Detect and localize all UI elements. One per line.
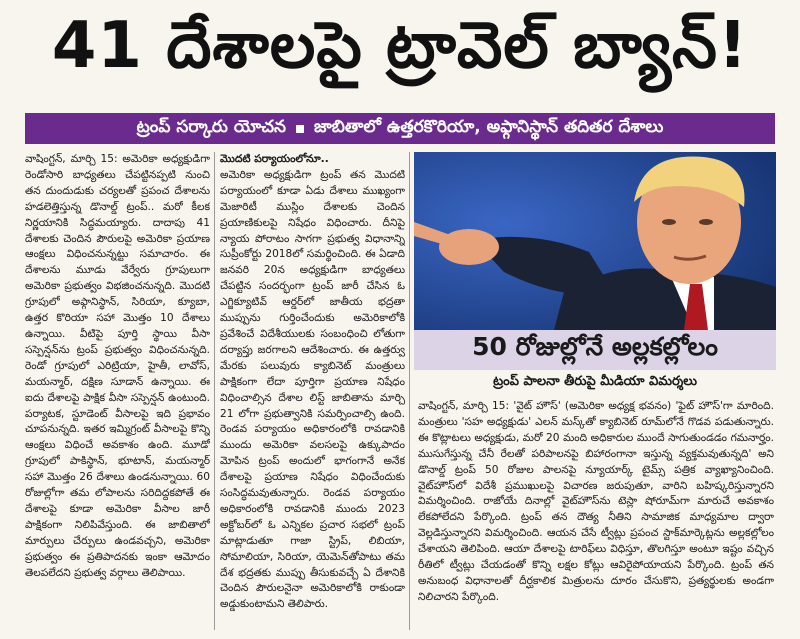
article-column-3 [418, 399, 774, 634]
headline: 41 దేశాలపై ట్రావెల్ బ్యాన్! [51, 8, 749, 83]
inset-headline: 50 రోజుల్లోనే అల్లకల్లోలం [472, 332, 718, 361]
article-body-1: వాషింగ్టన్, మార్చి 15: అమెరికా అధ్యక్షుడిగా రెండోసారి బాధ్యతలు చేపట్టినప్పటి నుంచి తన దుందుడుకు చర్యలతో ప్రపంచ దేశాలను హడలెత్తిస్తున్న డొనాల్డ్ ట్రంప్.. మరో కీలక నిర్ణయానికి సిద్ధమయ్యారు. దాదాపు 41 దేశాలకు చెందిన పౌరులపై అమెరికా ప్రయాణ ఆంక్షలు విధించనున్నట్టు సమాచారం. ఈ దేశాలను మూడు వేర్వేరు గ్రూపులుగా అమెరికా ప్రభుత్వం విభజించనున్నది. మొదటి గ్రూపులో అఫ్గానిస్థాన్, సిరియా, క్యూబా, ఉత్తర కొరియా సహా మొత్తం 10 దేశాలు ఉన్నాయి. వీటిపై పూర్తి స్థాయి వీసా సస్పెన్షన్‌ను ట్రంప్ ప్రభుత్వం విధించనున్నది. రెండో గ్రూపులో ఎరిట్రియా, హైతీ, లావోస్, మయన్మార్, దక్షిణ సూడాన్ ఉన్నాయి. ఈ ఐదు దేశాలపై పాక్షిక వీసా సస్పెన్షన్ ఉంటుంది. పర్యాటక, స్టూడెంట్ వీసాలపై ఇది ప్రభావం చూపనున్నది. ఇతర ఇమ్మిగ్రంట్ వీసాలపై కొన్ని ఆంక్షలు విధించే అవకాశం ఉంది. మూడో గ్రూపులో పాకిస్థాన్, భూటాన్, మయన్మార్ సహా మొత్తం 26 దేశాలు ఉండనున్నాయి. 60 రోజుల్లోగా తమ లోపాలను సరిదిద్దకపోతే ఈ దేశాలపై కూడా అమెరికా వీసాల జారీ పాక్షికంగా నిలిపివేస్తుంది. ఈ జాబితాలో మార్పులు చేర్పులు ఉండవచ్చని, అమెరికా ప్రభుత్వం ఈ ప్రతిపాదనకు ఇంకా ఆమోదం తెలపలేదని ప్రభుత్వ వర్గాలు తెలిపాయి. [25, 153, 210, 579]
article-body-3: వాషింగ్టన్, మార్చి 15: 'వైట్ హౌస్' (అమెరికా అధ్యక్ష భవనం) 'ఫైట్ హౌస్'గా మారింది. మంత్రులు 'సహ అధ్యక్షుడు' ఎలన్ మస్క్‌తో క్యాబినెట్ రూమ్‌లోనే గొడవ పడుతున్నారు. ఈ కొట్లాటలు అధ్యక్షుడు, మరో 20 మంది అధికారుల ముందే సాగుతుండడం గమనార్హం. ముసుగేస్తున్న చేనీ రేలతో పరిపాలనపై బిహారంగానా ఇస్తున్న వ్యక్తమవుతున్నది' అని డొనాల్డ్ ట్రంప్ 50 రోజుల పాలనపై న్యూయార్క్ టైమ్స్ పత్రిక వ్యాఖ్యానించింది. వైట్‌హౌస్‌లో విదేశీ ప్రముఖులపై విచారణ జరుపుతూ, వారిని బహిష్కరిస్తున్నారని విమర్శించింది. రాజోయే దినాల్లో వైట్‌హౌస్‌ను టెస్లా షోరూమ్‌గా మారుచే అవకాశం లేకపోలేదని పేర్కొంది. ట్రంప్ తన దౌత్య నీతిని సామాజిక మాధ్యమాల ద్వారా వెల్లడిస్తున్నారని విమర్శించింది. ఆయన చేసే ట్వీట్లు ప్రపంచ స్టాక్‌మార్కెట్లను అల్లకల్లోలం చేశాయని తెలిపింది. ఆయా దేశాలపై టారిఫ్‌లు విధిస్తూ, తొలగిస్తూ అంటూ ఇష్టం వచ్చిన రీతిలో ట్వీట్లు చేయడంతో కొన్ని లక్షల కోట్లు ఆవిరైపోయాయని పేర్కొంది. ట్రంప్ తన అనుబంధ విధానాలతో దీర్ఘకాలిక మిత్రులను దూరం చేసుకొని, ప్రత్యర్థులకు అండగా నిలిచారని పేర్కొంది. [418, 400, 774, 603]
article-body-2: అమెరికా అధ్యక్షుడిగా ట్రంప్ తన మొదటి పర్యాయంలో కూడా ఏడు దేశాలు ముఖ్యంగా మెజారిటీ ముస్లిం దేశాలకు చెందిన ప్రయాణికులపై నిషేధం విధించారు. దీనిపై న్యాయ పోరాటం సాగగా ప్రభుత్వ విధానాన్ని సుప్రీంకోర్టు 2018లో సమర్థించింది. ఈ ఏడాది జనవరి 20న అధ్యక్షుడిగా బాధ్యతలు చేపట్టిన సందర్భంగా ట్రంప్ జారీ చేసిన ఓ ఎగ్జిక్యూటివ్ ఆర్డర్‌లో జాతీయ భద్రతా ముప్పును గుర్తించేందుకు అమెరికాలోకి ప్రవేశించే విదేశీయులకు సంబంధించి లోతుగా దర్యాప్తు జరగాలని ఆదేశించారు. ఈ ఉత్తర్వు మేరకు పలువురు క్యాబినెట్ మంత్రులు పాక్షికంగా లేదా పూర్తిగా ప్రయాణ నిషేధం విధించాల్సిన దేశాల లిస్ట్ జాబితాను మార్చి 21 లోగా ప్రభుత్వానికి సమర్పించాల్సి ఉంది. రెండవ పర్యాయం అధికారంలోకి రావడానికి ముందు అమెరికా వలసలపై ఉక్కుపాదం మోపిన ట్రంప్ అందులో భాగంగానే అనేక దేశాలపై ప్రయాణ నిషేధం విధించేందుకు సంసిద్ధమవుతున్నారు. రెండవ పర్యాయం అధికారంలోకి రావడానికి ముందు 2023 అక్టోబర్‌లో ఓ ఎన్నికల ప్రచార సభలో ట్రంప్ మాట్లాడుతూ గాజా స్ట్రిప్, లిబియా, సోమాలియా, సిరియా, యెమెన్‌తోపాటు తమ దేశ భద్రతకు ముప్పు తీసుకువచ్చే ఏ దేశానికి చెందిన పౌరులనైనా అమెరికాలోకి రాకుండా అడ్డుకుంటామని తెలిపారు. [220, 168, 405, 611]
article-column-1 [25, 152, 210, 632]
banner-left-text: ట్రంప్ సర్కారు యోచన [136, 116, 286, 137]
banner-right-text: జాబితాలో ఉత్తరకొరియా, అఫ్గానిస్థాన్ తదితర దేశాలు [314, 116, 664, 137]
square-bullet-icon [296, 125, 304, 133]
inset-subheading: ట్రంప్ పాలనా తీరుపై మీడియా విమర్శలు [493, 374, 697, 389]
sub-headline-banner [25, 113, 775, 144]
column-divider [409, 152, 410, 630]
column-subheading: మొదటి పర్యాయంలోనూ.. [220, 153, 329, 165]
column-divider [214, 152, 215, 630]
article-column-2 [220, 152, 405, 632]
inset-headline-box [414, 330, 776, 370]
trump-pointing-photo [414, 152, 776, 330]
